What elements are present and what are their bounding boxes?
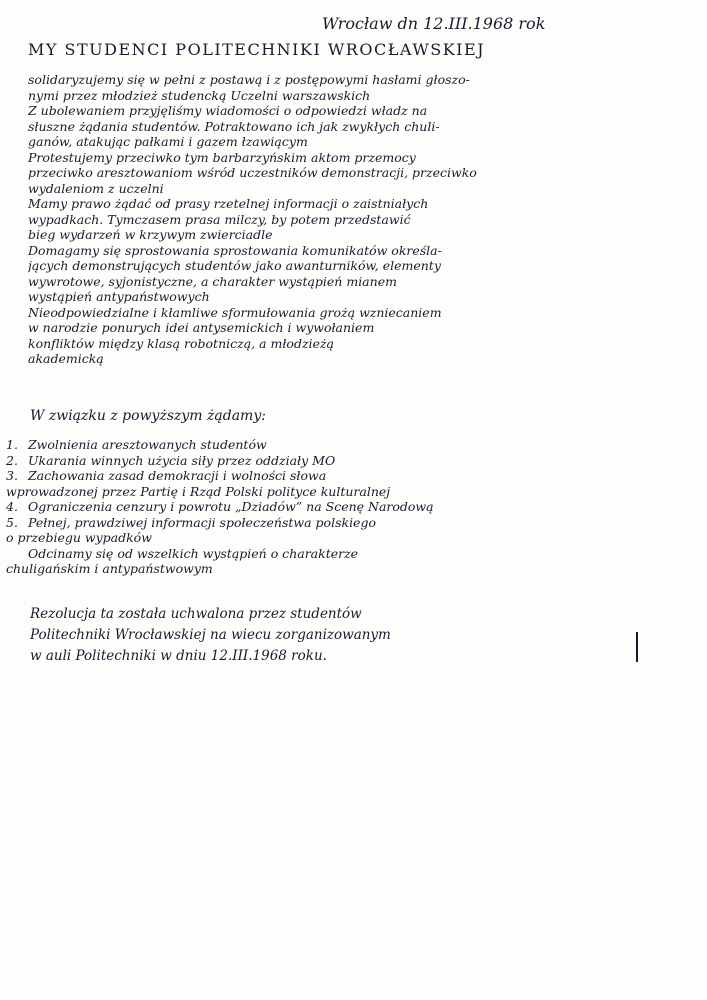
demand-text: chuligańskim i antypaństwowym (6, 561, 213, 576)
paragraph-line: Z ubolewaniem przyjęliśmy wiadomości o odpowiedzi władz na (28, 103, 428, 118)
demand-text: Pełnej, prawdziwej informacji społeczeństwa polskiego (28, 514, 376, 530)
paragraph-line: wywrotowe, syjonistyczne, a charakter wystąpień mianem (28, 273, 397, 289)
document-body (28, 72, 688, 367)
paragraph-line: Mamy prawo żądać od prasy rzetelnej informacji o zaistniałych (28, 196, 429, 211)
document-date: Wrocław dn 12.III.1968 rok (322, 14, 546, 33)
paragraph-line: słuszne żądania studentów. Potraktowano ich jak zwykłych chuli- (28, 118, 440, 134)
paragraph-line: bieg wydarzeń w krzywym zwierciadle (28, 227, 273, 242)
paragraph-line: wypadkach. Tymczasem prasa milczy, by potem przedstawić (28, 211, 411, 227)
paragraph-line: akademicką (28, 351, 104, 366)
resolution-paragraph (30, 604, 680, 667)
demand-item (6, 484, 696, 500)
paragraph-line: w narodzie ponurych idei antysemickich i wywołaniem (28, 320, 375, 335)
resolution-line: w auli Politechniki w dniu 12.III.1968 roku. (30, 648, 327, 664)
paragraph-line: ganów, atakując pałkami i gazem łzawiącym (28, 134, 308, 149)
paragraph-line: Nieodpowiedzialne i kłamliwe sformułowania grożą wzniecaniem (28, 304, 442, 320)
paragraph-line: solidaryzujemy się w pełni z postawą i z postępowymi hasłami głoszo- (28, 72, 470, 87)
demand-text: Ograniczenia cenzury i powrotu „Dziadów” na Scenę Narodową (28, 499, 434, 514)
demand-item (6, 468, 696, 484)
demand-number: 5. (6, 514, 18, 530)
demand-item (6, 499, 696, 515)
paragraph-line: Domagamy się sprostowania sprostowania komunikatów określa- (28, 242, 442, 258)
demands-list (6, 437, 696, 577)
demand-number: 1. (6, 437, 18, 452)
demand-item (6, 437, 696, 453)
paragraph-line: wydaleniom z uczelni (28, 180, 164, 196)
paragraph-line: nymi przez młodzież studencką Uczelni warszawskich (28, 87, 371, 103)
demand-text: Zachowania zasad demokracji i wolności słowa (28, 468, 327, 483)
demand-number: 3. (6, 468, 18, 483)
demand-item (6, 453, 696, 469)
demand-item (6, 515, 696, 531)
document-heading: MY STUDENCI POLITECHNIKI WROCŁAWSKIEJ (28, 40, 486, 59)
demand-text: o przebiegu wypadków (6, 530, 152, 545)
demand-number: 2. (6, 452, 18, 468)
demand-text: Odcinamy się od wszelkich wystąpień o charakterze (28, 545, 359, 561)
paragraph-line: jących demonstrujących studentów jako awanturników, elementy (28, 258, 441, 273)
demand-item (6, 546, 696, 562)
demand-item (6, 530, 696, 546)
paragraph-line: Protestujemy przeciwko tym barbarzyńskim aktom przemocy (28, 149, 416, 165)
paragraph-line: wystąpień antypaństwowych (28, 289, 210, 304)
closing-stroke (636, 632, 638, 662)
demand-item (6, 561, 696, 577)
demand-text: Zwolnienia aresztowanych studentów (28, 437, 267, 452)
demand-text: Ukarania winnych użycia siły przez oddziały MO (28, 452, 336, 468)
resolution-line: Politechniki Wrocławskiej na wiecu zorganizowanym (30, 627, 391, 643)
demands-intro: W związku z powyższym żądamy: (30, 408, 266, 424)
demand-number: 4. (6, 499, 18, 514)
demand-text: wprowadzonej przez Partię i Rząd Polski polityce kulturalnej (6, 483, 391, 499)
paragraph-line: przeciwko aresztowaniom wśród uczestników demonstracji, przeciwko (28, 165, 477, 180)
resolution-line: Rezolucja ta została uchwalona przez studentów (30, 606, 362, 622)
paragraph-line: konfliktów między klasą robotniczą, a młodzieżą (28, 335, 334, 351)
